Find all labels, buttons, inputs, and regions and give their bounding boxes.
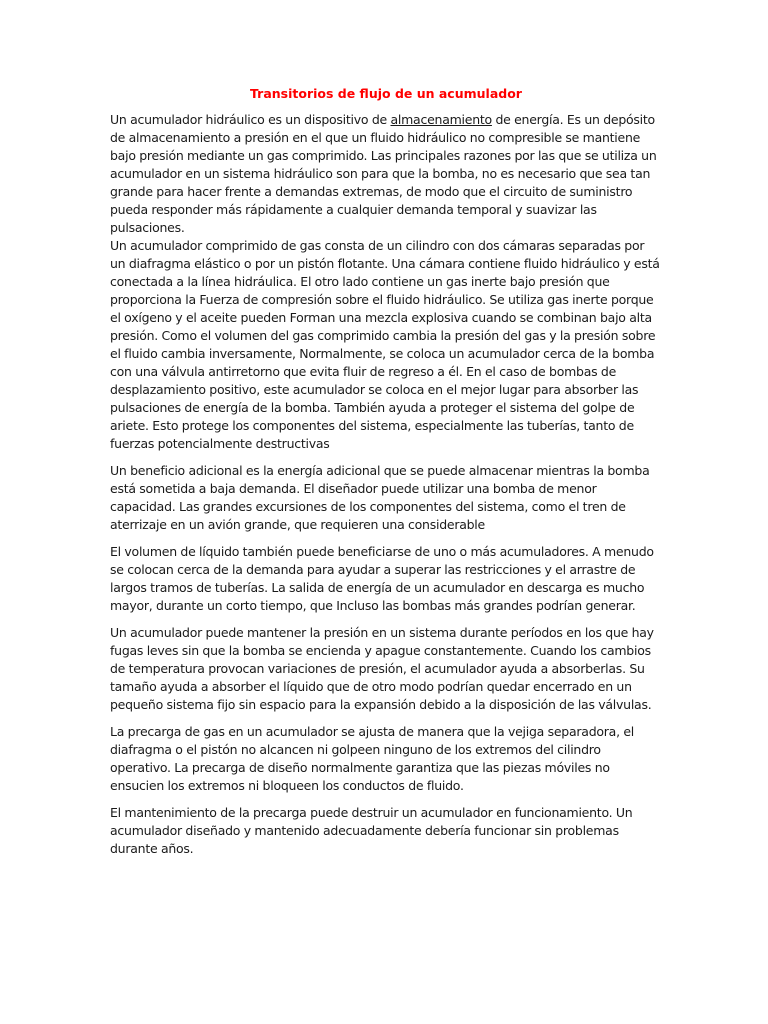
paragraph-intro (110, 111, 662, 237)
paragraph-liquid-volume: El volumen de líquido también puede beneficiarse de uno o más acumuladores. A menudo se colocan cerca de la demanda para ayudar a superar las restricciones y el arrastre de largos tramos de tuberías. La salida de energía de un acumulador en descarga es mucho mayor, durante un corto tiempo, que Incluso las bombas más grandes podrían generar. (110, 544, 654, 613)
paragraph-gas-accumulator: Un acumulador comprimido de gas consta de un cilindro con dos cámaras separadas por un diafragma elástico o por un pistón flotante. Una cámara contiene fluido hidráulico y está conectada a la línea hidráulica. El otro lado contiene un gas inerte bajo presión que proporciona la Fuerza de compresión sobre el fluido hidráulico. Se utiliza gas inerte porque el oxígeno y el aceite pueden Forman una mezcla explosiva cuando se combinan bajo alta presión. Como el volumen del gas comprimido cambia la presión del gas y la presión sobre el fluido cambia inversamente, Normalmente, se coloca un acumulador cerca de la bomba con una válvula antirretorno que evita fluir de regreso a él. En el caso de bombas de desplazamiento positivo, este acumulador se coloca en el mejor lugar para absorber las pulsaciones de energía de la bomba. También ayuda a proteger el sistema del golpe de ariete. Esto protege los componentes del sistema, especialmente las tuberías, tanto de fuerzas potencialmente destructivas (110, 238, 660, 451)
paragraph-pressure-maintenance: Un acumulador puede mantener la presión en un sistema durante períodos en los que hay fugas leves sin que la bomba se encienda y apague constantemente. Cuando los cambios de temperatura provocan variaciones de presión, el acumulador ayuda a absorberlas. Su tamaño ayuda a absorber el líquido que de otro modo podrían quedar encerrado en un pequeño sistema fijo sin espacio para la expansión debido a la disposición de las válvulas. (110, 625, 654, 712)
paragraph-intro-end: de energía. Es un depósito de almacenamiento a presión en el que un fluido hidráulico no compresible se mantiene bajo presión mediante un gas comprimido. Las principales razones por las que se utiliza un acumulador en un sistema hidráulico son para que la bomba, no es necesario que sea tan grande para hacer frente a demandas extremas, de modo que el circuito de suministro pueda responder más rápidamente a cualquier demanda temporal y suavizar las pulsaciones. (110, 112, 657, 235)
paragraph-additional-benefit: Un beneficio adicional es la energía adicional que se puede almacenar mientras la bomba está sometida a baja demanda. El diseñador puede utilizar una bomba de menor capacidad. Las grandes excursiones de los componentes del sistema, como el tren de aterrizaje en un avión grande, que requieren una considerable (110, 463, 650, 532)
paragraph-intro-start: Un acumulador hidráulico es un dispositivo de (110, 112, 391, 127)
paragraph-precharge-maintenance: El mantenimiento de la precarga puede destruir un acumulador en funcionamiento. Un acumulador diseñado y mantenido adecuadamente debería funcionar sin problemas durante años. (110, 805, 633, 856)
document-body (110, 85, 662, 867)
document-title: Transitorios de flujo de un acumulador (250, 86, 522, 101)
underlined-term: almacenamiento (390, 112, 492, 127)
paragraph-gas-precharge: La precarga de gas en un acumulador se ajusta de manera que la vejiga separadora, el diafragma o el pistón no alcancen ni golpeen ninguno de los extremos del cilindro operativo. La precarga de diseño normalmente garantiza que las piezas móviles no ensucien los extremos ni bloqueen los conductos de fluido. (110, 724, 634, 793)
